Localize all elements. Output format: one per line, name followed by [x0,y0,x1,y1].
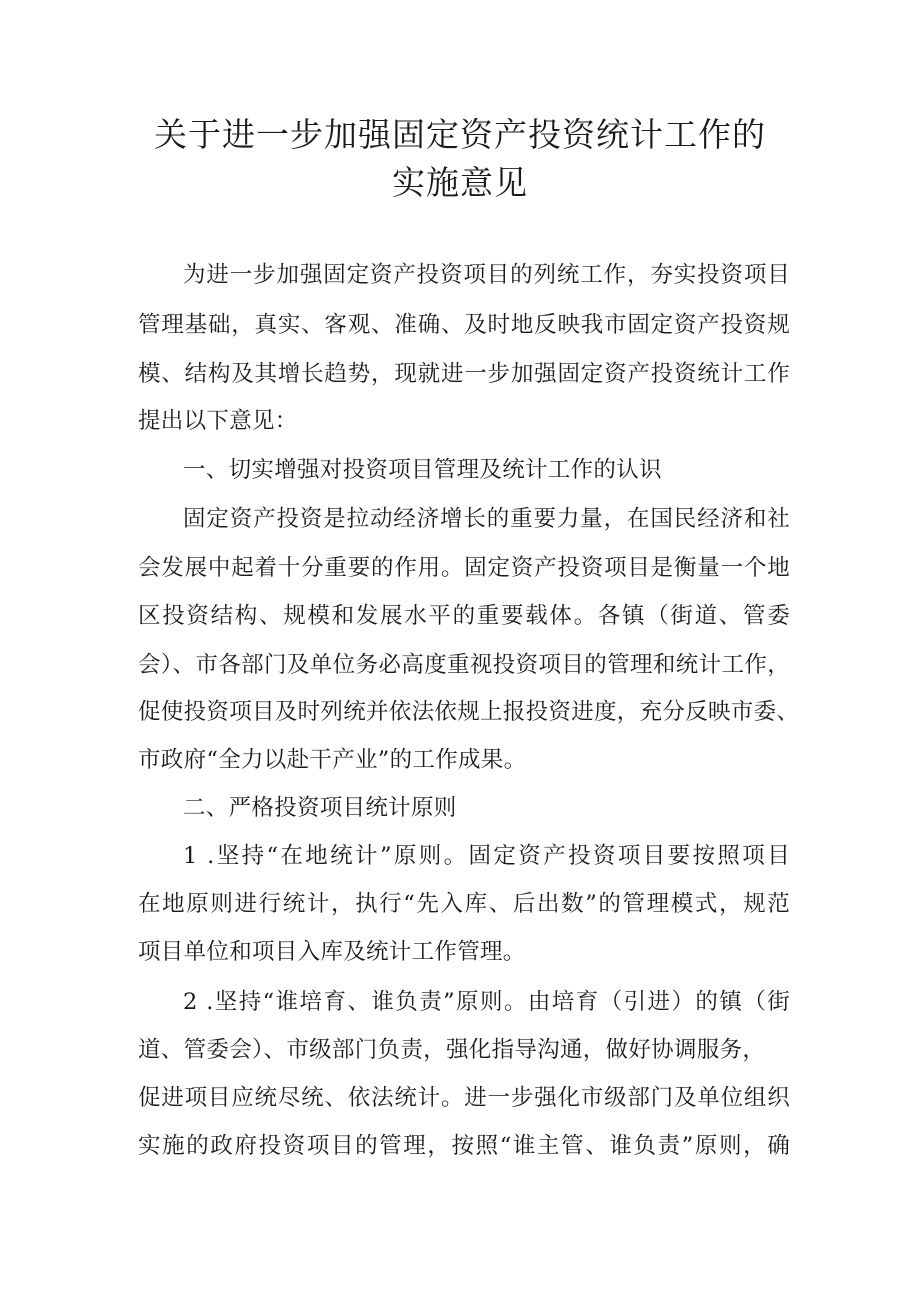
paragraph-line: 会发展中起着十分重要的作用。固定资产投资项目是衡量一个地 [138,555,790,581]
paragraph-line: 项目单位和项目入库及统计工作管理。 [138,939,526,965]
paragraph-line: 促使投资项目及时列统并依法依规上报投资进度，充分反映市委、 [138,699,800,725]
paragraph-line: 促进项目应统尽统、依法统计。进一步强化市级部门及单位组织 [138,1085,790,1111]
document-title-line-1: 关于进一步加强固定资产投资统计工作的 [154,115,766,154]
section-heading-1: 一、切实增强对投资项目管理及统计工作的认识 [183,457,662,483]
paragraph-line: 道、管委会）、市级部门负责，强化指导沟通，做好协调服务， [138,1037,766,1063]
paragraph-line: 1 .坚持“在地统计”原则。固定资产投资项目要按照项目 [183,843,790,869]
paragraph-line: 2 .坚持“谁培育、谁负责”原则。由培育（引进）的镇（街 [183,989,790,1015]
paragraph-line: 管理基础，真实、客观、准确、及时地反映我市固定资产投资规 [138,312,790,338]
document-title-line-2: 实施意见 [392,163,528,202]
paragraph-line: 会）、市各部门及单位务必高度重视投资项目的管理和统计工作， [138,652,790,678]
paragraph-line: 在地原则进行统计，执行“先入库、后出数”的管理模式，规范 [138,891,790,917]
paragraph-line: 区投资结构、规模和发展水平的重要载体。各镇（街道、管委 [138,603,790,629]
paragraph-line: 固定资产投资是拉动经济增长的重要力量，在国民经济和社 [183,506,790,532]
paragraph-line: 实施的政府投资项目的管理，按照“谁主管、谁负责”原则，确 [138,1133,790,1159]
paragraph-line: 模、结构及其增长趋势，现就进一步加强固定资产投资统计工作 [138,361,790,387]
paragraph-line: 为进一步加强固定资产投资项目的列统工作，夯实投资项目 [183,262,790,288]
paragraph-line: 市政府“全力以赴干产业”的工作成果。 [138,747,527,773]
section-heading-2: 二、严格投资项目统计原则 [183,795,457,821]
paragraph-line: 提出以下意见： [138,408,298,434]
